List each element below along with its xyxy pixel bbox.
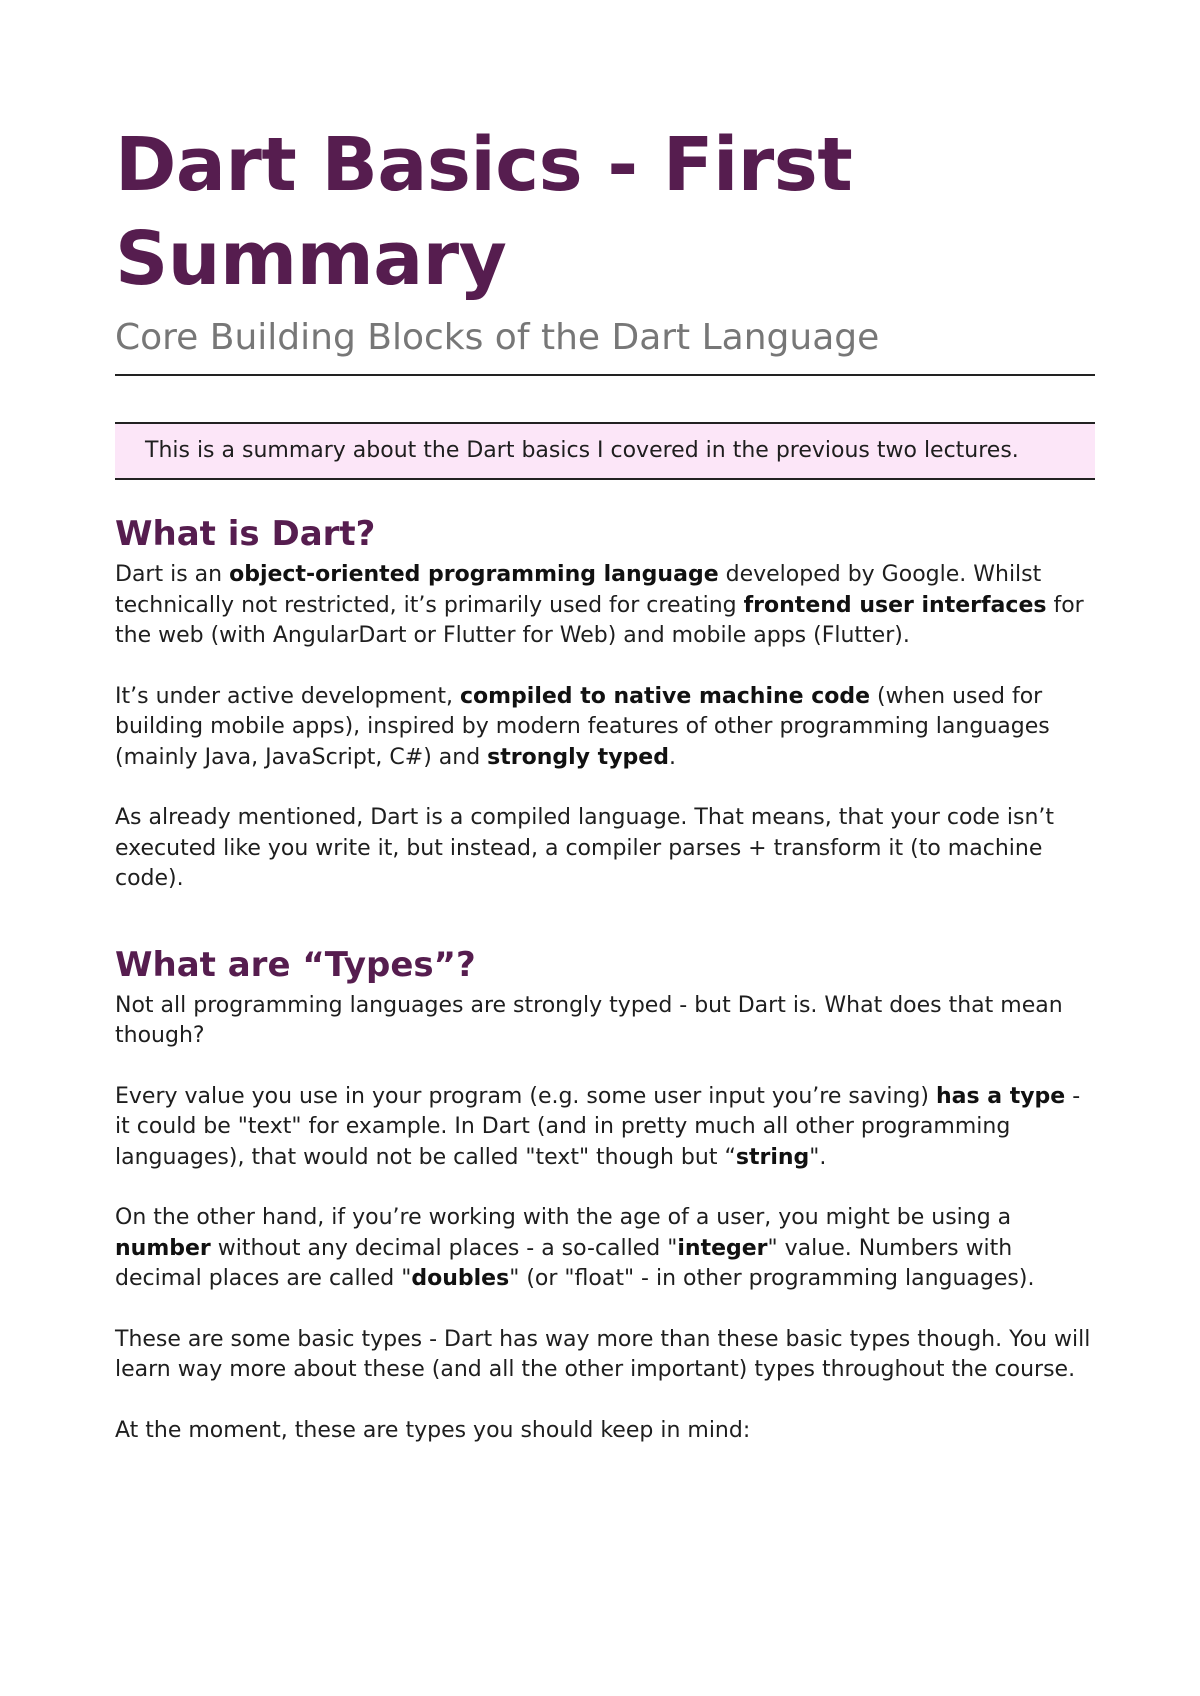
page-title: Dart Basics - First Summary <box>115 122 853 302</box>
paragraph <box>115 1082 1095 1174</box>
bold-text: integer <box>677 1235 768 1261</box>
text-run: Every value you use in your program (e.g. some user input you’re saving) <box>115 1083 936 1109</box>
paragraph: Not all programming languages are strongly typed - but Dart is. What does that mean though? <box>115 992 1063 1048</box>
paragraph <box>115 1203 1095 1295</box>
bold-text: strongly typed <box>487 744 669 770</box>
text-run: for the web (with AngularDart or Flutter for Web) and mobile apps (Flutter). <box>115 592 1084 648</box>
text-run: Dart is an <box>115 562 230 587</box>
text-run: developed by Google. Whilst technically not restricted, it’s primarily used for creating <box>115 562 1042 618</box>
text-run: ". <box>809 1144 827 1170</box>
paragraph: At the moment, these are types you should keep in mind: <box>115 1417 751 1443</box>
bold-text: object-oriented programming language <box>229 562 719 587</box>
bold-text: frontend user interfaces <box>743 592 1047 618</box>
title-divider <box>115 374 1095 376</box>
text-run: It’s under active development, <box>115 683 460 709</box>
text-run: . <box>668 744 676 770</box>
paragraph <box>115 682 1095 774</box>
text-run: - it could be "text" for example. In Dart (and in pretty much all other programming languages), that would not be called "text" though but “ <box>115 1083 1081 1170</box>
page-subtitle: Core Building Blocks of the Dart Language <box>115 317 880 358</box>
bold-text: number <box>115 1235 211 1261</box>
text-run: (when used for building mobile apps), inspired by modern features of other programming languages (mainly Java, JavaScript, C#) and <box>115 683 1050 770</box>
paragraph: These are some basic types - Dart has way more than these basic types though. You will learn way more about these (and all the other important) types throughout the course. <box>115 1326 1091 1382</box>
document-content <box>115 118 1095 1476</box>
bold-text: doubles <box>411 1266 510 1291</box>
text-run: " value. Numbers with decimal places are called " <box>115 1235 1013 1291</box>
section-heading-what-are-types: What are “Types”? <box>115 944 476 985</box>
summary-callout: This is a summary about the Dart basics I covered in the previous two lectures. <box>115 422 1095 480</box>
section-heading-what-is-dart: What is Dart? <box>115 514 376 554</box>
bold-text: string <box>735 1144 810 1170</box>
bold-text: compiled to native machine code <box>459 683 871 709</box>
paragraph: As already mentioned, Dart is a compiled language. That means, that your code isn’t executed like you write it, but instead, a compiler parses + transform it (to machine code). <box>115 805 1055 891</box>
bold-text: has a type <box>935 1083 1066 1109</box>
text-run: On the other hand, if you’re working with the age of a user, you might be using a <box>115 1205 1012 1230</box>
text-run: without any decimal places - a so-called " <box>210 1235 678 1261</box>
text-run: " (or "float" - in other programming languages). <box>509 1266 1035 1291</box>
paragraph <box>115 560 1095 652</box>
